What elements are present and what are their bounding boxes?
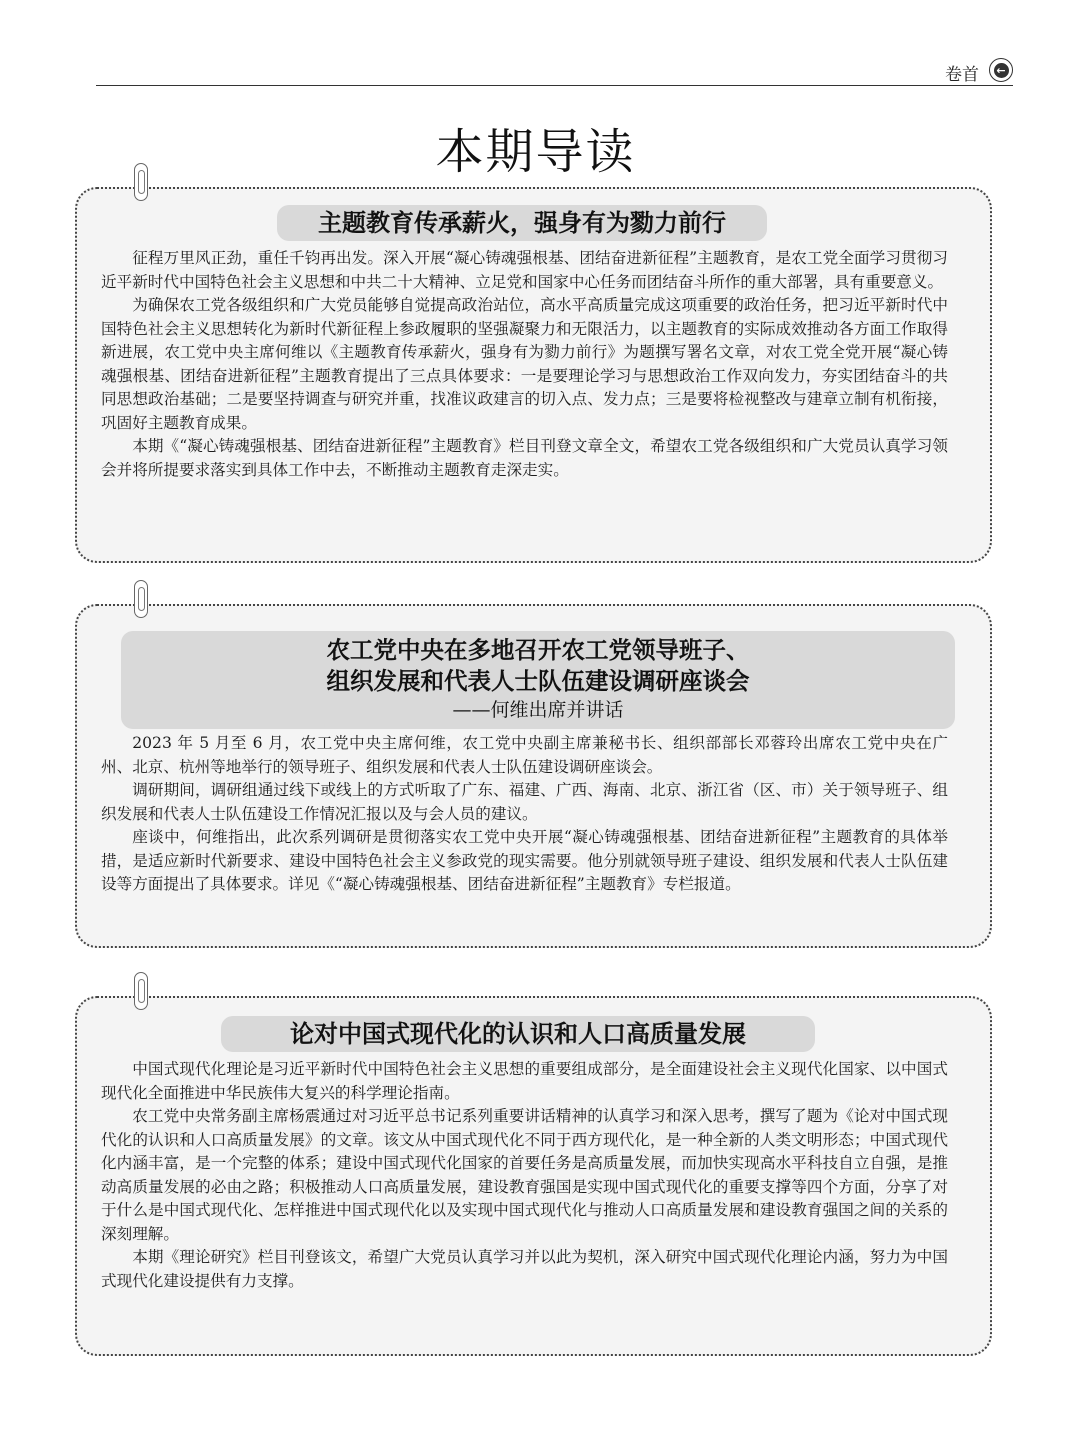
article-summary-text [101, 1058, 948, 1293]
article-heading: 论对中国式现代化的认识和人口高质量发展 [221, 1016, 815, 1052]
paragraph: 本期《理论研究》栏目刊登该文，希望广大党员认真学习并以此为契机，深入研究中国式现代化理论内涵，努力为中国式现代化建设提供有力支撑。 [101, 1248, 948, 1290]
article-summary-text [101, 247, 948, 482]
article-summary-box-1 [75, 187, 992, 563]
paragraph: 本期《“凝心铸魂强根基、团结奋进新征程”主题教育》栏目刊登文章全文，希望农工党各级组织和广大党员认真学习领会并将所提要求落实到具体工作中去，不断推动主题教育走深走实。 [101, 437, 948, 479]
article-heading [121, 631, 955, 729]
header-divider [96, 85, 1013, 86]
paperclip-icon [134, 163, 148, 201]
section-label: 卷首 [945, 65, 979, 85]
article-summary-text [101, 732, 948, 897]
paragraph: 中国式现代化理论是习近平新时代中国特色社会主义思想的重要组成部分，是全面建设社会主义现代化国家、以中国式现代化全面推进中华民族伟大复兴的科学理论指南。 [101, 1060, 948, 1102]
article-heading-line-1: 农工党中央在多地召开农工党领导班子、 [326, 636, 750, 664]
article-summary-box-3 [75, 996, 992, 1356]
paragraph: 征程万里风正劲，重任千钧再出发。深入开展“凝心铸魂强根基、团结奋进新征程”主题教育，是农工党全面学习贯彻习近平新时代中国特色社会主义思想和中共二十大精神、立足党和国家中心任务而团结奋斗所作的重大部署，具有重要意义。 [101, 249, 948, 291]
article-summary-box-2 [75, 604, 992, 948]
paperclip-icon [134, 580, 148, 618]
paperclip-icon [134, 972, 148, 1010]
article-heading-line-2: 组织发展和代表人士队伍建设调研座谈会 [326, 667, 750, 695]
circle-arrow-left-icon[interactable]: ← [989, 58, 1013, 82]
paragraph: 为确保农工党各级组织和广大党员能够自觉提高政治站位，高水平高质量完成这项重要的政治任务，把习近平新时代中国特色社会主义思想转化为新时代新征程上参政履职的坚强凝聚力和无限活力，以主题教育的实际成效推动各方面工作取得新进展，农工党中央主席何维以《主题教育传承薪火，强身有为勠力前行》为题撰写署名文章，对农工党全党开展“凝心铸魂强根基、团结奋进新征程”主题教育提出了三点具体要求：一是要理论学习与思想政治工作双向发力，夯实团结奋斗的共同思想政治基础；二是要坚持调查与研究并重，找准议政建言的切入点、发力点；三是要将检视整改与建章立制有机衔接，巩固好主题教育成果。 [101, 296, 948, 432]
paragraph: 座谈中，何维指出，此次系列调研是贯彻落实农工党中央开展“凝心铸魂强根基、团结奋进新征程”主题教育的具体举措，是适应新时代新要求、建设中国特色社会主义参政党的现实需要。他分别就领导班子建设、组织发展和代表人士队伍建设等方面提出了具体要求。详见《“凝心铸魂强根基、团结奋进新征程”主题教育》专栏报道。 [101, 828, 948, 893]
paragraph: 农工党中央常务副主席杨震通过对习近平总书记系列重要讲话精神的认真学习和深入思考，撰写了题为《论对中国式现代化的认识和人口高质量发展》的文章。该文从中国式现代化不同于西方现代化，是一种全新的人类文明形态；中国式现代化内涵丰富，是一个完整的体系；建设中国式现代化国家的首要任务是高质量发展，而加快实现高水平科技自立自强，是推动高质量发展的必由之路；积极推动人口高质量发展，建设教育强国是实现中国式现代化的重要支撑等四个方面，分享了对于什么是中国式现代化、怎样推进中国式现代化以及实现中国式现代化与推动人口高质量发展和建设教育强国之间的关系的深刻理解。 [101, 1107, 948, 1243]
paragraph: 2023 年 5 月至 6 月，农工党中央主席何维，农工党中央副主席兼秘书长、组织部部长邓蓉玲出席农工党中央在广州、北京、杭州等地举行的领导班子、组织发展和代表人士队伍建设调研座谈会。 [101, 734, 948, 776]
paragraph: 调研期间，调研组通过线下或线上的方式听取了广东、福建、广西、海南、北京、浙江省（区、市）关于领导班子、组织发展和代表人士队伍建设工作情况汇报以及与会人员的建议。 [101, 781, 948, 823]
article-subheading: ——何维出席并讲话 [452, 699, 624, 721]
article-heading: 主题教育传承薪火，强身有为勠力前行 [277, 205, 767, 241]
page-title: 本期导读 [435, 124, 636, 180]
